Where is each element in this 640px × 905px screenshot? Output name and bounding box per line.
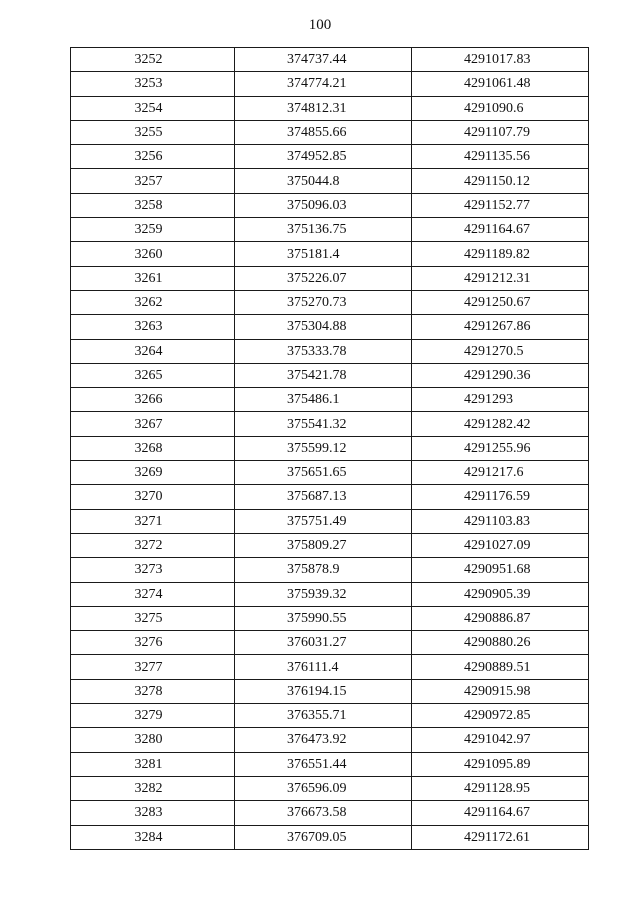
point-number-cell: 3269	[71, 461, 235, 485]
x-coordinate-cell: 375270.73	[235, 290, 412, 314]
point-number-cell: 3265	[71, 363, 235, 387]
y-coordinate-cell: 4290889.51	[412, 655, 589, 679]
table-row	[71, 655, 589, 679]
x-coordinate-cell: 375136.75	[235, 218, 412, 242]
table-row	[71, 582, 589, 606]
y-coordinate-cell: 4290972.85	[412, 704, 589, 728]
x-coordinate-cell: 375809.27	[235, 533, 412, 557]
point-number-cell: 3276	[71, 631, 235, 655]
table-row	[71, 339, 589, 363]
y-coordinate-cell: 4291017.83	[412, 48, 589, 72]
table-row	[71, 48, 589, 72]
y-coordinate-cell: 4291189.82	[412, 242, 589, 266]
table-row	[71, 193, 589, 217]
table-row	[71, 72, 589, 96]
table-row	[71, 169, 589, 193]
y-coordinate-cell: 4291107.79	[412, 120, 589, 144]
y-coordinate-cell: 4291290.36	[412, 363, 589, 387]
x-coordinate-cell: 375304.88	[235, 315, 412, 339]
y-coordinate-cell: 4291172.61	[412, 825, 589, 849]
y-coordinate-cell: 4291152.77	[412, 193, 589, 217]
table-row	[71, 412, 589, 436]
point-number-cell: 3278	[71, 679, 235, 703]
point-number-cell: 3256	[71, 145, 235, 169]
point-number-cell: 3281	[71, 752, 235, 776]
table-row	[71, 242, 589, 266]
point-number-cell: 3273	[71, 558, 235, 582]
y-coordinate-cell: 4291164.67	[412, 801, 589, 825]
point-number-cell: 3272	[71, 533, 235, 557]
point-number-cell: 3271	[71, 509, 235, 533]
x-coordinate-cell: 375651.65	[235, 461, 412, 485]
x-coordinate-cell: 376551.44	[235, 752, 412, 776]
y-coordinate-cell: 4291090.6	[412, 96, 589, 120]
y-coordinate-cell: 4290951.68	[412, 558, 589, 582]
point-number-cell: 3252	[71, 48, 235, 72]
x-coordinate-cell: 376111.4	[235, 655, 412, 679]
x-coordinate-cell: 374812.31	[235, 96, 412, 120]
y-coordinate-cell: 4291212.31	[412, 266, 589, 290]
y-coordinate-cell: 4291095.89	[412, 752, 589, 776]
table-row	[71, 120, 589, 144]
x-coordinate-cell: 375181.4	[235, 242, 412, 266]
point-number-cell: 3280	[71, 728, 235, 752]
point-number-cell: 3258	[71, 193, 235, 217]
y-coordinate-cell: 4291027.09	[412, 533, 589, 557]
y-coordinate-cell: 4291150.12	[412, 169, 589, 193]
point-number-cell: 3282	[71, 776, 235, 800]
x-coordinate-cell: 375486.1	[235, 388, 412, 412]
y-coordinate-cell: 4291267.86	[412, 315, 589, 339]
table-row	[71, 266, 589, 290]
point-number-cell: 3283	[71, 801, 235, 825]
table-row	[71, 825, 589, 849]
y-coordinate-cell: 4291164.67	[412, 218, 589, 242]
table-row	[71, 679, 589, 703]
point-number-cell: 3266	[71, 388, 235, 412]
table-row	[71, 436, 589, 460]
x-coordinate-cell: 376194.15	[235, 679, 412, 703]
point-number-cell: 3277	[71, 655, 235, 679]
x-coordinate-cell: 375421.78	[235, 363, 412, 387]
y-coordinate-cell: 4290886.87	[412, 606, 589, 630]
x-coordinate-cell: 376709.05	[235, 825, 412, 849]
point-number-cell: 3274	[71, 582, 235, 606]
point-number-cell: 3267	[71, 412, 235, 436]
y-coordinate-cell: 4291128.95	[412, 776, 589, 800]
table-row	[71, 631, 589, 655]
table-row	[71, 606, 589, 630]
page-number: 100	[308, 17, 332, 33]
y-coordinate-cell: 4290905.39	[412, 582, 589, 606]
x-coordinate-cell: 374855.66	[235, 120, 412, 144]
table-row	[71, 388, 589, 412]
table-row	[71, 704, 589, 728]
table-row	[71, 776, 589, 800]
x-coordinate-cell: 374774.21	[235, 72, 412, 96]
y-coordinate-cell: 4291103.83	[412, 509, 589, 533]
x-coordinate-cell: 375751.49	[235, 509, 412, 533]
x-coordinate-cell: 376596.09	[235, 776, 412, 800]
x-coordinate-cell: 376355.71	[235, 704, 412, 728]
y-coordinate-cell: 4290915.98	[412, 679, 589, 703]
table-row	[71, 363, 589, 387]
x-coordinate-cell: 376031.27	[235, 631, 412, 655]
point-number-cell: 3263	[71, 315, 235, 339]
table-row	[71, 290, 589, 314]
x-coordinate-cell: 374737.44	[235, 48, 412, 72]
table-row	[71, 315, 589, 339]
table-row	[71, 218, 589, 242]
table-row	[71, 461, 589, 485]
table-row	[71, 558, 589, 582]
point-number-cell: 3284	[71, 825, 235, 849]
y-coordinate-cell: 4291176.59	[412, 485, 589, 509]
point-number-cell: 3255	[71, 120, 235, 144]
x-coordinate-cell: 375333.78	[235, 339, 412, 363]
y-coordinate-cell: 4291061.48	[412, 72, 589, 96]
y-coordinate-cell: 4291282.42	[412, 412, 589, 436]
point-number-cell: 3268	[71, 436, 235, 460]
x-coordinate-cell: 375599.12	[235, 436, 412, 460]
point-number-cell: 3261	[71, 266, 235, 290]
table-row	[71, 752, 589, 776]
table-row	[71, 801, 589, 825]
table-row	[71, 728, 589, 752]
x-coordinate-cell: 375226.07	[235, 266, 412, 290]
y-coordinate-cell: 4291217.6	[412, 461, 589, 485]
table-row	[71, 145, 589, 169]
point-number-cell: 3270	[71, 485, 235, 509]
y-coordinate-cell: 4291135.56	[412, 145, 589, 169]
point-number-cell: 3264	[71, 339, 235, 363]
x-coordinate-cell: 376473.92	[235, 728, 412, 752]
x-coordinate-cell: 375878.9	[235, 558, 412, 582]
y-coordinate-cell: 4291270.5	[412, 339, 589, 363]
x-coordinate-cell: 376673.58	[235, 801, 412, 825]
point-number-cell: 3260	[71, 242, 235, 266]
table-row	[71, 533, 589, 557]
x-coordinate-cell: 375990.55	[235, 606, 412, 630]
point-number-cell: 3275	[71, 606, 235, 630]
y-coordinate-cell: 4291255.96	[412, 436, 589, 460]
x-coordinate-cell: 375687.13	[235, 485, 412, 509]
table-body	[71, 48, 589, 850]
point-number-cell: 3262	[71, 290, 235, 314]
x-coordinate-cell: 375096.03	[235, 193, 412, 217]
y-coordinate-cell: 4290880.26	[412, 631, 589, 655]
point-number-cell: 3279	[71, 704, 235, 728]
point-number-cell: 3254	[71, 96, 235, 120]
x-coordinate-cell: 375044.8	[235, 169, 412, 193]
point-number-cell: 3259	[71, 218, 235, 242]
table-row	[71, 509, 589, 533]
y-coordinate-cell: 4291250.67	[412, 290, 589, 314]
x-coordinate-cell: 375939.32	[235, 582, 412, 606]
table-row	[71, 485, 589, 509]
point-number-cell: 3257	[71, 169, 235, 193]
coordinates-table	[70, 47, 589, 850]
table-row	[71, 96, 589, 120]
x-coordinate-cell: 375541.32	[235, 412, 412, 436]
point-number-cell: 3253	[71, 72, 235, 96]
y-coordinate-cell: 4291042.97	[412, 728, 589, 752]
y-coordinate-cell: 4291293	[412, 388, 589, 412]
x-coordinate-cell: 374952.85	[235, 145, 412, 169]
